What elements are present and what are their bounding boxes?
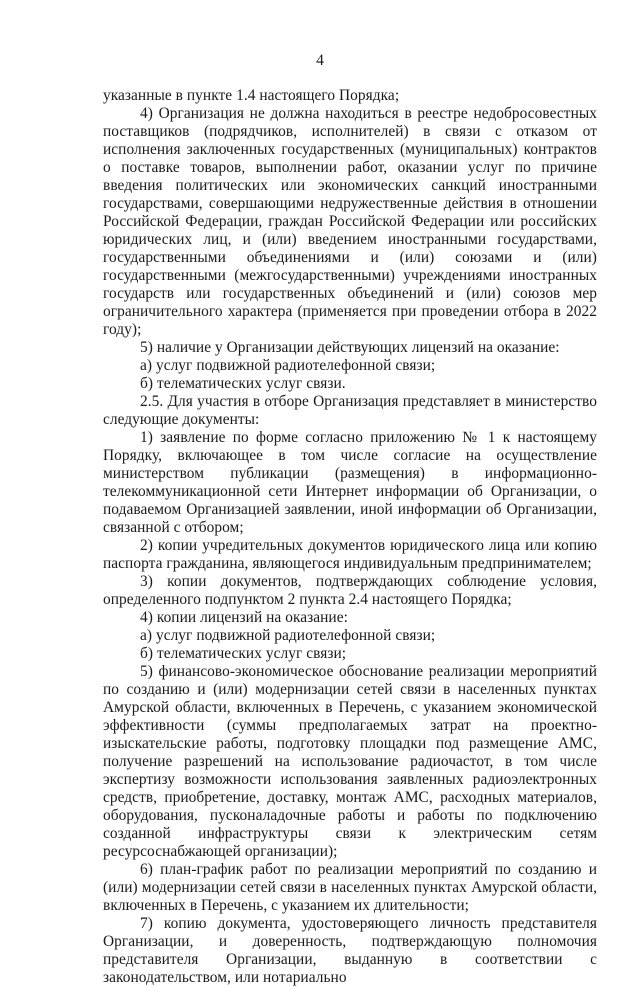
paragraph: а) услуг подвижной радиотелефонной связи; — [140, 627, 436, 644]
paragraph: 3) копии документов, подтверждающих соблюдение условия, определенного подпунктом 2 пункта 2.4 настоящего Порядка; — [103, 573, 597, 608]
paragraph: 2.5. Для участия в отборе Организация представляет в министерство следующие документы: — [103, 393, 597, 428]
paragraph: б) телематических услуг связи; — [140, 645, 347, 662]
paragraph: 2) копии учредительных документов юридического лица или копию паспорта гражданина, являющегося индивидуальным предпринимателем; — [103, 537, 597, 572]
document-body — [103, 87, 597, 987]
paragraph: 4) Организация не должна находиться в реестре недобросовестных поставщиков (подрядчиков, исполнителей) в связи с отказом от исполнения заключенных государственных (муниципальных) контрактов о поставке товаров, выполнении работ, оказании услуг по причине введения политических или экономических санкций иностранными государствами, совершающими недружественные действия в отношении Российской Федерации, граждан Российской Федерации или российских юридических лиц, и (или) введением иностранными государствами, государственными объединениями и (или) союзами и (или) государственными (межгосударственными) учреждениями иностранных государств или государственных объединений и (или) союзов мер ограничительного характера (применяется при проведении отбора в 2022 году); — [103, 105, 597, 338]
paragraph: а) услуг подвижной радиотелефонной связи; — [140, 357, 436, 374]
paragraph: 6) план-график работ по реализации мероприятий по созданию и (или) модернизации сетей связи в населенных пунктах Амурской области, включенных в Перечень, с указанием их длительности; — [103, 861, 597, 914]
paragraph: 4) копии лицензий на оказание: — [140, 609, 348, 626]
paragraph: 5) наличие у Организации действующих лицензий на оказание: — [140, 339, 560, 356]
paragraph: 1) заявление по форме согласно приложению № 1 к настоящему Порядку, включающее в том числе согласие на осуществление министерством публикации (размещения) в информационно-телекоммуникационной сети Интернет информации об Организации, о подаваемом Организацией заявлении, иной информации об Организации, связанной с отбором; — [103, 429, 597, 536]
paragraph: 7) копию документа, удостоверяющего личность представителя Организации, и доверенность, подтверждающую полномочия представителя Организации, выданную в соответствии с законодательством, или нотариально — [103, 915, 597, 986]
paragraph: 5) финансово-экономическое обоснование реализации мероприятий по созданию и (или) модернизации сетей связи в населенных пунктах Амурской области, включенных в Перечень, с указанием экономической эффективности (суммы предполагаемых затрат на проектно-изыскательские работы, подготовку площадки под размещение АМС, получение разрешений на использование радиочастот, в том числе экспертизу возможности использования заявленных радиоэлектронных средств, приобретение, доставку, монтаж АМС, расходных материалов, оборудования, пусконаладочные работы и работы по подключению созданной инфраструктуры связи к электрическим сетям ресурсоснабжающей организации); — [103, 663, 597, 860]
paragraph: указанные в пункте 1.4 настоящего Порядка; — [103, 87, 400, 104]
page-number: 4 — [316, 52, 324, 69]
paragraph: б) телематических услуг связи. — [140, 375, 346, 392]
